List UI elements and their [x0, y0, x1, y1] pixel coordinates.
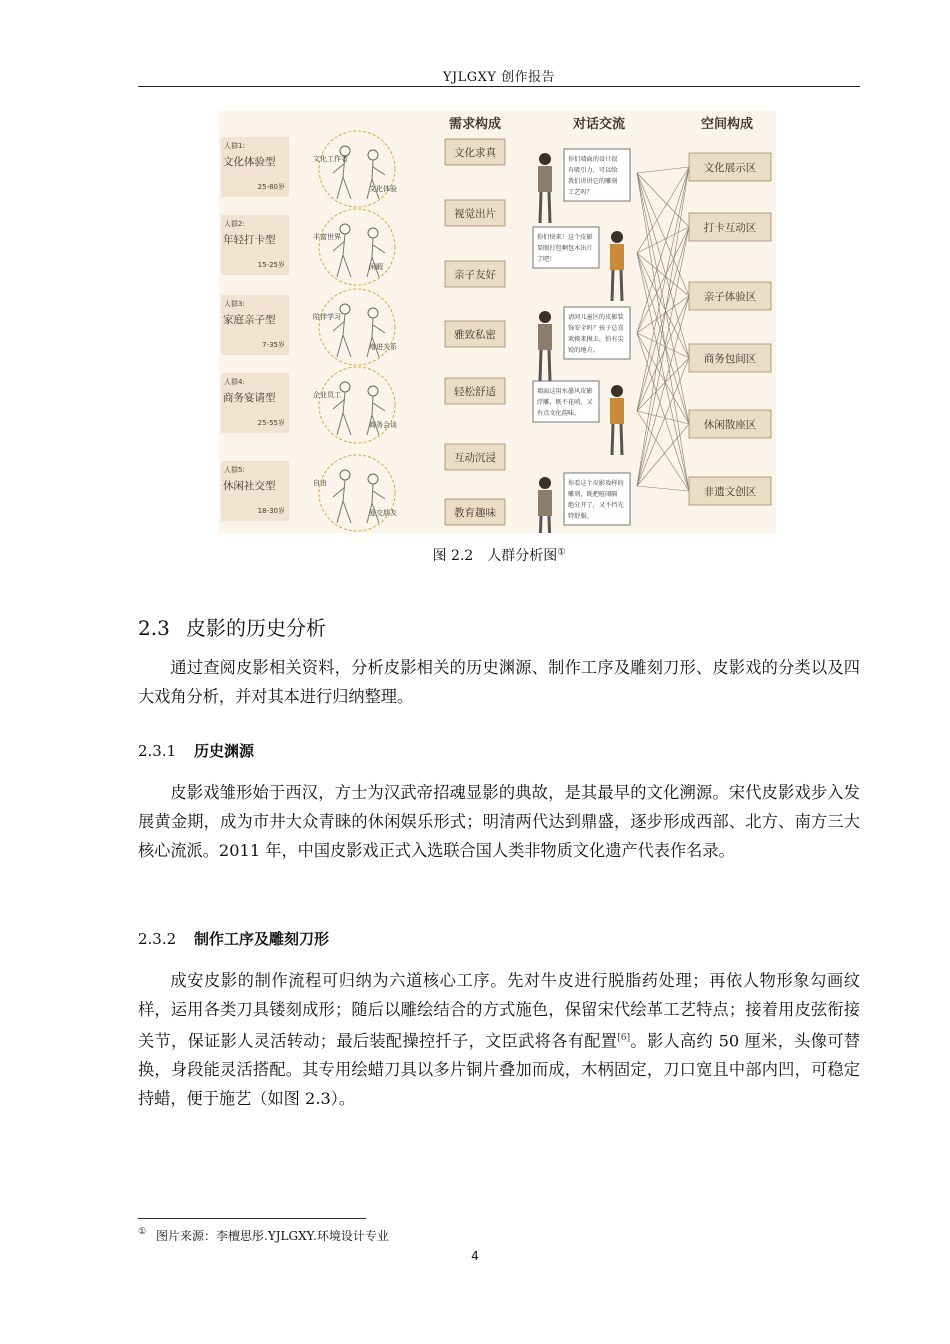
group-age: 25-80岁: [257, 183, 285, 191]
person-sketch: [367, 396, 385, 435]
caption-footnote-mark: ①: [557, 547, 566, 558]
person-body: [538, 490, 552, 516]
need-label: 视觉出片: [454, 208, 496, 220]
connection-line: [637, 486, 689, 491]
connection-line: [637, 167, 689, 173]
section-heading: [138, 612, 326, 641]
column-header: 需求构成: [448, 117, 502, 132]
dialog-line: 你们墙面的设计很: [568, 156, 618, 163]
person-legs: [540, 516, 550, 533]
person-sketch: [367, 160, 385, 199]
person-head: [539, 153, 551, 165]
figure-caption: [138, 545, 860, 565]
group-label: 文化体验: [369, 185, 397, 193]
group-name: 家庭亲子型: [223, 314, 276, 326]
person-head: [340, 470, 350, 480]
person-body: [538, 166, 552, 192]
group-tag: 人群4:: [224, 378, 245, 386]
group-label: 爱交朋友: [369, 509, 397, 517]
need-label: 轻松舒适: [454, 386, 496, 398]
group-circle: [319, 289, 395, 365]
group-tag: 人群2:: [224, 220, 245, 228]
page-number: 4: [471, 1249, 479, 1263]
group-label: 企业员工: [313, 391, 341, 399]
footnote-mark: ①: [138, 1227, 147, 1237]
person-head: [611, 385, 623, 397]
connection-line: [637, 167, 689, 486]
person-head: [340, 224, 350, 234]
space-label: 商务包间区: [703, 353, 757, 365]
history-paragraph: 皮影戏雏形始于西汉，方士为汉武帝招魂显影的典故，是其最早的文化溯源。宋代皮影戏步入发展黄金期，成为市井大众青睐的休闲娱乐形式；明清两代达到鼎盛，逐步形成西部、北方、南方三大核心流派。2011 年，中国皮影戏正式入选联合国人类非物质文化遗产代表作名录。: [138, 783, 860, 860]
person-head: [539, 477, 551, 489]
footnote: [138, 1227, 389, 1244]
column-header: 对话交流: [572, 117, 626, 132]
connection-line: [637, 296, 689, 411]
group-label: 闲暇: [369, 263, 383, 271]
connection-line: [637, 333, 689, 424]
group-label: 自由: [313, 479, 327, 487]
dialog-line: 墙面这用水墨风皮影: [537, 388, 593, 395]
header-rule: [138, 86, 860, 87]
intro-paragraph: 通过查阅皮影相关资料，分析皮影相关的历史渊源、制作工序及雕刻刀形、皮影戏的分类以及四大戏角分析，并对其本进行归纳整理。: [138, 658, 860, 706]
space-label: 非遗文创区: [703, 486, 757, 498]
group-label: 增进关系: [369, 343, 397, 351]
group-circle: [319, 131, 395, 207]
connection-line: [637, 227, 689, 333]
group-name: 休闲社交型: [223, 480, 276, 492]
dialog-line: 锐的地方。: [568, 347, 599, 354]
group-tag: 人群1:: [224, 142, 245, 150]
space-label: 休闲散座区: [703, 419, 757, 431]
dialog-line: 请问儿童区的皮影装: [568, 314, 624, 321]
person-sketch: [367, 484, 385, 523]
connection-line: [637, 333, 689, 358]
need-label: 互动沉浸: [454, 452, 496, 464]
figure-graphic: [219, 111, 776, 533]
group-age: 15-25岁: [257, 261, 285, 269]
process-paragraph: [138, 966, 860, 1113]
process-text-b: 。影人高约 50 厘米，头像可替换，身段能灵活搭配。其专用绘蜡刀具以多片铜片叠加而成，木柄固定，刀口宽且中部内凹，可稳定持蜡，便于施艺（如图 2.3）。: [138, 1031, 861, 1109]
person-legs: [540, 350, 550, 381]
dialog-line: 欢摸来摸去，怕有尖: [568, 336, 624, 343]
connection-line: [637, 227, 689, 411]
subsection-title-2: 制作工序及雕刻刀形: [194, 930, 330, 948]
person-head: [539, 311, 551, 323]
caption-text: 图 2.2 人群分析图: [432, 548, 558, 564]
crowd-analysis-figure: [219, 111, 776, 533]
connection-line: [637, 253, 689, 424]
group-name: 年轻打卡型: [223, 234, 276, 246]
footnote-text: 图片来源：李檀思彤.YJLGXY.环境设计专业: [156, 1229, 389, 1243]
person-body: [538, 324, 552, 350]
connection-line: [637, 253, 689, 358]
process-text-a: 成安皮影的制作流程可归纳为六道核心工序。先对牛皮进行脱脂药处理；再依人物形象勾画纹样，运用各类刀具镂刻成形；随后以雕绘结合的方式施色，保留宋代绘革工艺特点；接着用皮弦衔接关节，保证影人灵活转动；最后装配操控扦子，文臣武将各有配置: [138, 971, 860, 1051]
column-header: 空间构成: [700, 117, 754, 132]
group-circle: [319, 367, 395, 443]
group-label: 商务会谈: [369, 421, 397, 429]
person-body: [610, 244, 624, 270]
space-label: 文化展示区: [703, 162, 757, 174]
group-age: 18-30岁: [257, 507, 285, 515]
need-label: 教育趣味: [454, 507, 496, 519]
page-header: YJLGXY 创作报告: [442, 70, 556, 85]
group-age: 7-35岁: [262, 341, 285, 349]
connection-line: [637, 411, 689, 491]
dialog-line: 你们快来！这个皮影: [537, 234, 593, 241]
subsection-heading-2: [138, 928, 329, 949]
group-tag: 人群5:: [224, 466, 245, 474]
group-label: 文化工作者: [313, 155, 348, 163]
dialog-line: 浮雕，既不花哨，又: [537, 399, 593, 406]
dialog-line: 你看这个皮影戏样的: [568, 480, 624, 487]
person-head: [340, 304, 350, 314]
person-head: [368, 228, 378, 238]
person-legs: [612, 424, 622, 455]
group-circle: [319, 209, 395, 285]
group-age: 25-55岁: [257, 419, 285, 427]
person-head: [368, 150, 378, 160]
space-label: 亲子体验区: [703, 291, 757, 303]
person-head: [340, 382, 350, 392]
person-sketch: [367, 318, 385, 357]
section-title: 皮影的历史分析: [186, 616, 326, 640]
footnote-rule: [138, 1218, 366, 1219]
person-legs: [612, 270, 622, 301]
dialog-line: 饰安全吗？孩子总喜: [568, 325, 624, 332]
need-label: 雅致私密: [454, 329, 496, 341]
person-sketch: [367, 238, 385, 277]
dialog-line: 了吧！: [537, 256, 556, 263]
person-body: [610, 398, 624, 424]
person-head: [611, 231, 623, 243]
group-name: 文化体验型: [223, 156, 276, 168]
person-sketch: [333, 480, 351, 523]
dialog-line: 我们讲讲它的雕刻: [568, 178, 618, 185]
group-tag: 人群3:: [224, 300, 245, 308]
person-head: [368, 308, 378, 318]
subsection-title-1: 历史渊源: [194, 742, 255, 760]
subsection-number-1: 2.3.1: [138, 742, 177, 760]
connection-line: [637, 296, 689, 486]
group-circle: [319, 455, 395, 531]
subsection-heading-1: [138, 740, 254, 761]
dialog-line: 雕刻，既把喧闹隔: [568, 491, 618, 498]
dialog-line: 显眼打包啊包木出片: [537, 245, 593, 252]
dialog-line: 绝分开了，又不挡光: [568, 502, 624, 509]
dialog-line: 特舒服。: [568, 513, 593, 520]
citation-ref: [6]: [617, 1033, 631, 1043]
dialog-line: 有点文化韵味。: [537, 410, 581, 417]
group-name: 商务宴请型: [223, 392, 276, 404]
need-label: 文化求真: [454, 147, 496, 159]
dialog-line: 工艺吗？: [568, 189, 593, 196]
dialog-line: 有吸引力，可以给: [568, 167, 618, 174]
group-label: 丰富世界: [313, 233, 341, 241]
section-number: 2.3: [138, 616, 170, 640]
person-head: [368, 386, 378, 396]
subsection-number-2: 2.3.2: [138, 930, 177, 948]
person-head: [368, 474, 378, 484]
group-label: 陪伴学习: [313, 313, 341, 321]
connection-line: [637, 173, 689, 491]
person-legs: [540, 192, 550, 223]
connection-line: [637, 173, 689, 424]
space-label: 打卡互动区: [703, 222, 757, 234]
need-label: 亲子友好: [454, 269, 496, 281]
